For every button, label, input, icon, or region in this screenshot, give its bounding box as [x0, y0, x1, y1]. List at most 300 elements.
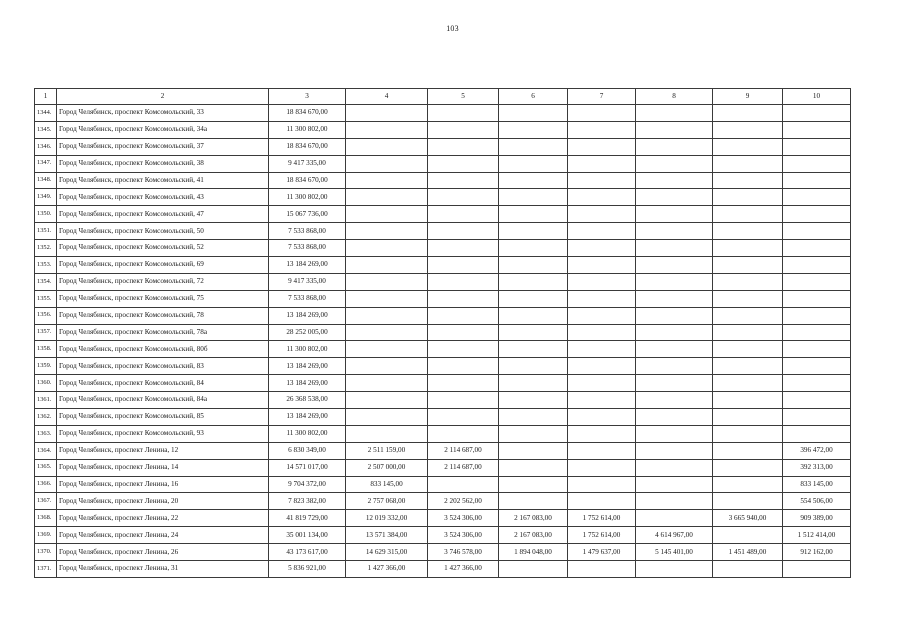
- cell-col-10-value: [783, 561, 851, 578]
- cell-col-5-value: [428, 206, 499, 223]
- cell-col-5-value: [428, 138, 499, 155]
- cell-total-cost: 28 252 005,00: [269, 324, 346, 341]
- cell-col-7-value: [568, 189, 636, 206]
- table-row: [35, 138, 851, 155]
- page-number: 103: [446, 24, 459, 33]
- table-row: [35, 527, 851, 544]
- cell-col-10-value: [783, 155, 851, 172]
- cell-address: Город Челябинск, проспект Ленина, 31: [57, 561, 269, 578]
- cell-col-6-value: [499, 358, 568, 375]
- cell-row-number: 1360.: [35, 375, 57, 392]
- cell-col-9-value: [713, 409, 783, 426]
- cell-col-5-value: 3 746 578,00: [428, 544, 499, 561]
- cell-col-9-value: [713, 341, 783, 358]
- cell-col-4-value: [346, 358, 428, 375]
- cell-address: Город Челябинск, проспект Комсомольский, 78а: [57, 324, 269, 341]
- cell-col-5-value: [428, 155, 499, 172]
- cell-row-number: 1367.: [35, 493, 57, 510]
- cell-total-cost: 13 184 269,00: [269, 257, 346, 274]
- cell-col-9-value: [713, 273, 783, 290]
- column-header-3: 3: [269, 89, 346, 105]
- cell-col-6-value: [499, 206, 568, 223]
- cell-col-9-value: [713, 442, 783, 459]
- cell-col-10-value: 396 472,00: [783, 442, 851, 459]
- cell-col-10-value: [783, 392, 851, 409]
- cell-col-4-value: [346, 409, 428, 426]
- cell-row-number: 1356.: [35, 307, 57, 324]
- cell-address: Город Челябинск, проспект Комсомольский, 33: [57, 105, 269, 122]
- cell-col-4-value: [346, 290, 428, 307]
- table-row: [35, 307, 851, 324]
- cell-col-4-value: 14 629 315,00: [346, 544, 428, 561]
- cell-col-7-value: [568, 442, 636, 459]
- table-row: [35, 290, 851, 307]
- cell-row-number: 1366.: [35, 476, 57, 493]
- cell-col-6-value: [499, 561, 568, 578]
- cell-col-5-value: 1 427 366,00: [428, 561, 499, 578]
- cell-col-9-value: [713, 561, 783, 578]
- cell-col-10-value: [783, 307, 851, 324]
- cell-col-6-value: 2 167 083,00: [499, 527, 568, 544]
- cell-col-4-value: [346, 155, 428, 172]
- table-row: [35, 105, 851, 122]
- table-row: [35, 121, 851, 138]
- cell-total-cost: 43 173 617,00: [269, 544, 346, 561]
- table-row: [35, 476, 851, 493]
- cell-total-cost: 7 533 868,00: [269, 223, 346, 240]
- cell-col-9-value: [713, 493, 783, 510]
- cell-col-5-value: 2 202 562,00: [428, 493, 499, 510]
- cell-col-8-value: 4 614 967,00: [636, 527, 713, 544]
- cell-col-8-value: [636, 425, 713, 442]
- table-row: [35, 510, 851, 527]
- cell-col-7-value: [568, 341, 636, 358]
- table-row: [35, 223, 851, 240]
- cell-col-4-value: [346, 240, 428, 257]
- cell-address: Город Челябинск, проспект Ленина, 24: [57, 527, 269, 544]
- cell-address: Город Челябинск, проспект Ленина, 12: [57, 442, 269, 459]
- cell-col-5-value: 3 524 306,00: [428, 527, 499, 544]
- cell-col-9-value: 3 665 940,00: [713, 510, 783, 527]
- cell-col-4-value: 833 145,00: [346, 476, 428, 493]
- cell-address: Город Челябинск, проспект Комсомольский, 69: [57, 257, 269, 274]
- cell-col-8-value: [636, 290, 713, 307]
- cell-col-5-value: [428, 257, 499, 274]
- cell-address: Город Челябинск, проспект Комсомольский, 34а: [57, 121, 269, 138]
- cell-address: Город Челябинск, проспект Комсомольский, 43: [57, 189, 269, 206]
- cell-col-4-value: [346, 121, 428, 138]
- cell-col-10-value: [783, 273, 851, 290]
- cell-row-number: 1361.: [35, 392, 57, 409]
- cell-col-9-value: [713, 425, 783, 442]
- column-header-1: 1: [35, 89, 57, 105]
- cell-row-number: 1365.: [35, 459, 57, 476]
- cell-col-8-value: [636, 206, 713, 223]
- cell-col-10-value: [783, 138, 851, 155]
- cell-col-8-value: [636, 409, 713, 426]
- cell-row-number: 1351.: [35, 223, 57, 240]
- cell-col-10-value: [783, 121, 851, 138]
- cell-col-8-value: [636, 138, 713, 155]
- cell-col-10-value: [783, 223, 851, 240]
- cell-col-9-value: [713, 375, 783, 392]
- cell-col-10-value: 912 162,00: [783, 544, 851, 561]
- table-row: [35, 240, 851, 257]
- table-row: [35, 561, 851, 578]
- cell-col-8-value: [636, 476, 713, 493]
- cell-address: Город Челябинск, проспект Комсомольский, 52: [57, 240, 269, 257]
- cell-col-4-value: [346, 189, 428, 206]
- cell-row-number: 1362.: [35, 409, 57, 426]
- cell-total-cost: 7 823 382,00: [269, 493, 346, 510]
- cell-col-10-value: [783, 358, 851, 375]
- cell-col-4-value: [346, 105, 428, 122]
- cell-col-6-value: [499, 223, 568, 240]
- cell-col-10-value: [783, 206, 851, 223]
- cell-total-cost: 18 834 670,00: [269, 105, 346, 122]
- cell-col-9-value: [713, 240, 783, 257]
- cell-col-4-value: [346, 172, 428, 189]
- cell-col-6-value: 1 894 048,00: [499, 544, 568, 561]
- cell-total-cost: 9 704 372,00: [269, 476, 346, 493]
- cell-col-10-value: [783, 189, 851, 206]
- cell-col-8-value: [636, 341, 713, 358]
- cell-col-6-value: [499, 375, 568, 392]
- cell-col-4-value: [346, 223, 428, 240]
- table-row: [35, 341, 851, 358]
- cell-row-number: 1359.: [35, 358, 57, 375]
- cell-col-7-value: [568, 273, 636, 290]
- cell-col-6-value: [499, 240, 568, 257]
- cell-col-8-value: [636, 223, 713, 240]
- cell-col-6-value: [499, 121, 568, 138]
- cell-col-9-value: [713, 223, 783, 240]
- cell-col-6-value: [499, 392, 568, 409]
- column-header-6: 6: [499, 89, 568, 105]
- cell-col-8-value: [636, 510, 713, 527]
- cell-col-6-value: [499, 105, 568, 122]
- cell-row-number: 1349.: [35, 189, 57, 206]
- cell-col-7-value: [568, 358, 636, 375]
- cell-col-7-value: [568, 223, 636, 240]
- cell-total-cost: 11 300 802,00: [269, 341, 346, 358]
- cell-row-number: 1368.: [35, 510, 57, 527]
- column-header-5: 5: [428, 89, 499, 105]
- table-row: [35, 409, 851, 426]
- cell-col-7-value: [568, 476, 636, 493]
- cell-col-5-value: [428, 392, 499, 409]
- cell-address: Город Челябинск, проспект Комсомольский, 38: [57, 155, 269, 172]
- cell-total-cost: 35 001 134,00: [269, 527, 346, 544]
- cell-col-9-value: [713, 206, 783, 223]
- cell-col-8-value: [636, 324, 713, 341]
- cell-col-6-value: 2 167 083,00: [499, 510, 568, 527]
- table-row: [35, 155, 851, 172]
- cell-col-8-value: [636, 442, 713, 459]
- cell-col-4-value: [346, 425, 428, 442]
- cell-col-4-value: 1 427 366,00: [346, 561, 428, 578]
- cell-col-6-value: [499, 459, 568, 476]
- table-row: [35, 425, 851, 442]
- cell-col-7-value: [568, 392, 636, 409]
- cell-col-8-value: [636, 240, 713, 257]
- table-row: [35, 544, 851, 561]
- table-row: [35, 257, 851, 274]
- cell-col-5-value: 3 524 306,00: [428, 510, 499, 527]
- cell-col-10-value: [783, 409, 851, 426]
- cell-total-cost: 7 533 868,00: [269, 240, 346, 257]
- cell-row-number: 1345.: [35, 121, 57, 138]
- table-row: [35, 172, 851, 189]
- cell-total-cost: 6 830 349,00: [269, 442, 346, 459]
- cell-col-4-value: 2 757 068,00: [346, 493, 428, 510]
- cell-row-number: 1364.: [35, 442, 57, 459]
- cell-row-number: 1353.: [35, 257, 57, 274]
- cell-col-8-value: [636, 105, 713, 122]
- cell-col-4-value: 12 019 332,00: [346, 510, 428, 527]
- cell-col-6-value: [499, 189, 568, 206]
- table-row: [35, 392, 851, 409]
- cell-col-9-value: [713, 189, 783, 206]
- registry-table: [34, 88, 851, 578]
- cell-col-4-value: [346, 257, 428, 274]
- cell-address: Город Челябинск, проспект Ленина, 16: [57, 476, 269, 493]
- cell-address: Город Челябинск, проспект Комсомольский, 78: [57, 307, 269, 324]
- cell-col-7-value: [568, 172, 636, 189]
- cell-col-9-value: [713, 138, 783, 155]
- cell-col-10-value: [783, 341, 851, 358]
- cell-col-7-value: 1 752 614,00: [568, 510, 636, 527]
- cell-col-9-value: [713, 324, 783, 341]
- cell-total-cost: 9 417 335,00: [269, 273, 346, 290]
- cell-col-4-value: [346, 341, 428, 358]
- cell-col-8-value: [636, 121, 713, 138]
- cell-col-7-value: [568, 459, 636, 476]
- cell-col-8-value: [636, 189, 713, 206]
- cell-col-9-value: [713, 358, 783, 375]
- cell-col-5-value: [428, 290, 499, 307]
- cell-col-5-value: [428, 341, 499, 358]
- cell-col-5-value: [428, 307, 499, 324]
- cell-col-10-value: 833 145,00: [783, 476, 851, 493]
- table-row: [35, 358, 851, 375]
- cell-col-9-value: [713, 121, 783, 138]
- cell-col-5-value: [428, 324, 499, 341]
- cell-col-9-value: [713, 105, 783, 122]
- table-row: [35, 493, 851, 510]
- table-row: [35, 375, 851, 392]
- cell-col-6-value: [499, 273, 568, 290]
- cell-col-8-value: [636, 257, 713, 274]
- cell-col-9-value: [713, 392, 783, 409]
- cell-col-5-value: [428, 189, 499, 206]
- cell-col-9-value: [713, 476, 783, 493]
- cell-col-7-value: [568, 290, 636, 307]
- cell-col-7-value: [568, 375, 636, 392]
- cell-total-cost: 5 836 921,00: [269, 561, 346, 578]
- cell-col-9-value: [713, 307, 783, 324]
- cell-row-number: 1354.: [35, 273, 57, 290]
- cell-col-6-value: [499, 341, 568, 358]
- cell-address: Город Челябинск, проспект Ленина, 20: [57, 493, 269, 510]
- cell-row-number: 1355.: [35, 290, 57, 307]
- cell-col-4-value: 2 511 159,00: [346, 442, 428, 459]
- cell-col-8-value: [636, 273, 713, 290]
- cell-col-4-value: [346, 392, 428, 409]
- cell-col-10-value: 554 506,00: [783, 493, 851, 510]
- cell-col-5-value: [428, 425, 499, 442]
- cell-total-cost: 11 300 802,00: [269, 189, 346, 206]
- cell-col-10-value: [783, 105, 851, 122]
- cell-col-7-value: [568, 206, 636, 223]
- cell-col-5-value: [428, 121, 499, 138]
- cell-row-number: 1370.: [35, 544, 57, 561]
- column-header-9: 9: [713, 89, 783, 105]
- cell-total-cost: 13 184 269,00: [269, 307, 346, 324]
- cell-col-6-value: [499, 155, 568, 172]
- table-row: [35, 459, 851, 476]
- cell-row-number: 1347.: [35, 155, 57, 172]
- cell-col-10-value: 1 512 414,00: [783, 527, 851, 544]
- cell-col-5-value: [428, 375, 499, 392]
- cell-col-8-value: [636, 358, 713, 375]
- table-row: [35, 189, 851, 206]
- cell-col-6-value: [499, 493, 568, 510]
- cell-col-7-value: [568, 425, 636, 442]
- cell-row-number: 1346.: [35, 138, 57, 155]
- cell-row-number: 1350.: [35, 206, 57, 223]
- cell-total-cost: 13 184 269,00: [269, 358, 346, 375]
- cell-col-9-value: [713, 290, 783, 307]
- cell-col-9-value: [713, 172, 783, 189]
- cell-address: Город Челябинск, проспект Комсомольский, 80б: [57, 341, 269, 358]
- cell-row-number: 1357.: [35, 324, 57, 341]
- cell-address: Город Челябинск, проспект Комсомольский, 84: [57, 375, 269, 392]
- cell-col-10-value: [783, 257, 851, 274]
- cell-total-cost: 13 184 269,00: [269, 409, 346, 426]
- column-header-4: 4: [346, 89, 428, 105]
- column-header-10: 10: [783, 89, 851, 105]
- cell-col-9-value: 1 451 489,00: [713, 544, 783, 561]
- cell-col-8-value: [636, 459, 713, 476]
- cell-col-9-value: [713, 257, 783, 274]
- cell-col-5-value: [428, 172, 499, 189]
- cell-col-10-value: [783, 290, 851, 307]
- cell-col-6-value: [499, 257, 568, 274]
- cell-col-6-value: [499, 290, 568, 307]
- cell-address: Город Челябинск, проспект Ленина, 22: [57, 510, 269, 527]
- cell-total-cost: 13 184 269,00: [269, 375, 346, 392]
- cell-col-6-value: [499, 476, 568, 493]
- cell-col-8-value: [636, 155, 713, 172]
- cell-address: Город Челябинск, проспект Комсомольский, 93: [57, 425, 269, 442]
- column-header-8: 8: [636, 89, 713, 105]
- cell-col-7-value: 1 752 614,00: [568, 527, 636, 544]
- cell-col-4-value: [346, 307, 428, 324]
- cell-col-4-value: [346, 206, 428, 223]
- cell-col-6-value: [499, 425, 568, 442]
- cell-total-cost: 9 417 335,00: [269, 155, 346, 172]
- cell-col-6-value: [499, 307, 568, 324]
- cell-col-4-value: [346, 138, 428, 155]
- cell-col-7-value: 1 479 637,00: [568, 544, 636, 561]
- cell-total-cost: 11 300 802,00: [269, 425, 346, 442]
- cell-col-8-value: [636, 392, 713, 409]
- cell-col-8-value: [636, 172, 713, 189]
- cell-col-7-value: [568, 409, 636, 426]
- table-row: [35, 273, 851, 290]
- table-header-row: [35, 89, 851, 105]
- cell-col-4-value: 2 507 000,00: [346, 459, 428, 476]
- cell-row-number: 1358.: [35, 341, 57, 358]
- cell-col-6-value: [499, 442, 568, 459]
- cell-col-9-value: [713, 459, 783, 476]
- cell-col-8-value: 5 145 401,00: [636, 544, 713, 561]
- table-row: [35, 442, 851, 459]
- table-row: [35, 206, 851, 223]
- cell-address: Город Челябинск, проспект Комсомольский, 50: [57, 223, 269, 240]
- cell-col-7-value: [568, 121, 636, 138]
- cell-col-9-value: [713, 527, 783, 544]
- cell-col-5-value: [428, 476, 499, 493]
- cell-col-5-value: 2 114 687,00: [428, 459, 499, 476]
- cell-col-6-value: [499, 324, 568, 341]
- cell-total-cost: 41 819 729,00: [269, 510, 346, 527]
- cell-row-number: 1371.: [35, 561, 57, 578]
- cell-total-cost: 18 834 670,00: [269, 172, 346, 189]
- cell-col-6-value: [499, 138, 568, 155]
- cell-col-7-value: [568, 324, 636, 341]
- cell-col-6-value: [499, 409, 568, 426]
- cell-row-number: 1363.: [35, 425, 57, 442]
- table-row: [35, 324, 851, 341]
- column-header-2: 2: [57, 89, 269, 105]
- cell-col-8-value: [636, 561, 713, 578]
- cell-col-10-value: [783, 324, 851, 341]
- cell-col-10-value: [783, 172, 851, 189]
- cell-col-4-value: [346, 273, 428, 290]
- cell-col-9-value: [713, 155, 783, 172]
- cell-col-8-value: [636, 307, 713, 324]
- cell-address: Город Челябинск, проспект Комсомольский, 83: [57, 358, 269, 375]
- cell-row-number: 1352.: [35, 240, 57, 257]
- cell-col-10-value: [783, 240, 851, 257]
- cell-col-7-value: [568, 105, 636, 122]
- cell-address: Город Челябинск, проспект Ленина, 14: [57, 459, 269, 476]
- cell-col-5-value: [428, 409, 499, 426]
- cell-col-10-value: 909 389,00: [783, 510, 851, 527]
- cell-col-6-value: [499, 172, 568, 189]
- cell-col-8-value: [636, 375, 713, 392]
- cell-col-5-value: [428, 223, 499, 240]
- cell-col-4-value: [346, 324, 428, 341]
- cell-address: Город Челябинск, проспект Ленина, 26: [57, 544, 269, 561]
- cell-total-cost: 18 834 670,00: [269, 138, 346, 155]
- cell-total-cost: 11 300 802,00: [269, 121, 346, 138]
- cell-address: Город Челябинск, проспект Комсомольский, 41: [57, 172, 269, 189]
- cell-col-7-value: [568, 561, 636, 578]
- cell-col-7-value: [568, 155, 636, 172]
- cell-col-5-value: [428, 240, 499, 257]
- cell-col-5-value: 2 114 687,00: [428, 442, 499, 459]
- table-body: [35, 105, 851, 578]
- cell-address: Город Челябинск, проспект Комсомольский, 75: [57, 290, 269, 307]
- cell-address: Город Челябинск, проспект Комсомольский, 47: [57, 206, 269, 223]
- cell-col-4-value: 13 571 384,00: [346, 527, 428, 544]
- cell-col-7-value: [568, 493, 636, 510]
- cell-address: Город Челябинск, проспект Комсомольский, 85: [57, 409, 269, 426]
- cell-col-5-value: [428, 358, 499, 375]
